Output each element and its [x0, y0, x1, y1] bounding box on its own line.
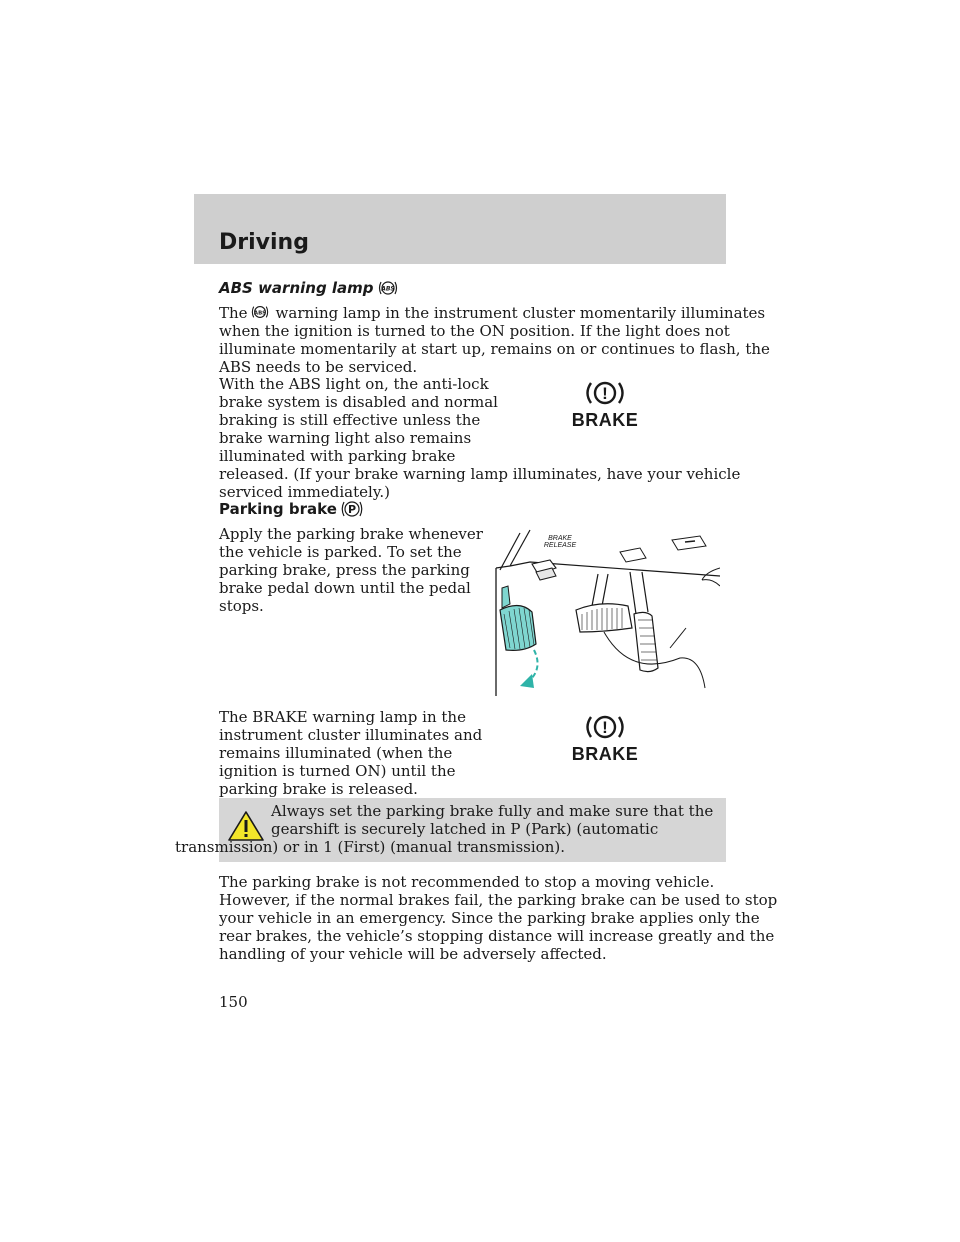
abs-icon-label: ABS [380, 285, 395, 293]
parking-para2-line: remains illuminated (when the [219, 744, 453, 762]
abs-para1-rest: warning lamp in the instrument cluster momentarily illuminates [275, 304, 766, 322]
parking-brake-pedal-illustration [490, 528, 720, 696]
abs-para2-line: brake system is disabled and normal [219, 393, 498, 411]
illustration-label-release: RELEASE [543, 542, 577, 549]
parking-para1-line: stops. [219, 597, 264, 615]
abs-para2-line: released. (If your brake warning lamp illuminates, have your vehicle [219, 465, 741, 483]
brake-symbol: ! [602, 384, 608, 403]
abs-paragraph-2 [219, 375, 740, 501]
abs-para1-line: when the ignition is turned to the ON position. If the light does not [219, 322, 730, 340]
abs-para1-line: illuminate momentarily at start up, remains on or continues to flash, the [219, 340, 770, 358]
warning-line: transmission) or in 1 (First) (manual transmission). [175, 838, 565, 856]
abs-heading-text: ABS warning lamp [219, 279, 374, 297]
warning-text [175, 802, 720, 856]
parking-paragraph-2 [219, 708, 482, 798]
brake-symbol: ! [602, 718, 608, 737]
abs-para2-line: brake warning light also remains [219, 429, 472, 447]
abs-para1-prefix: The [219, 304, 248, 322]
abs-para2-line: serviced immediately.) [219, 483, 390, 501]
closing-line: handling of your vehicle will be adversely affected. [219, 945, 607, 963]
brake-warning-lamp-2 [570, 712, 640, 765]
abs-para2-line: braking is still effective unless the [219, 411, 481, 429]
parking-brake-icon [341, 498, 363, 520]
abs-heading [219, 278, 398, 298]
abs-inline-icon [250, 303, 270, 321]
closing-paragraph [219, 873, 777, 963]
closing-line: your vehicle in an emergency. Since the parking brake applies only the [219, 909, 760, 927]
parking-para1-line: the vehicle is parked. To set the [219, 543, 462, 561]
abs-paragraph-1 [219, 303, 770, 376]
parking-para1-line: brake pedal down until the pedal [219, 579, 471, 597]
parking-heading-text: Parking brake [219, 500, 337, 518]
closing-line: However, if the normal brakes fail, the parking brake can be used to stop [219, 891, 778, 909]
abs-inline-icon-label: ABS [253, 310, 266, 317]
page-number: 150 [219, 993, 248, 1011]
parking-icon-label: P [347, 503, 356, 516]
parking-para2-line: parking brake is released. [219, 780, 418, 798]
section-title: Driving [219, 230, 309, 255]
brake-warning-icon [570, 378, 640, 408]
abs-para2-line: illuminated with parking brake [219, 447, 456, 465]
warning-box [175, 798, 726, 862]
brake-lamp-label: BRAKE [571, 744, 639, 764]
parking-brake-heading [219, 498, 363, 520]
warning-line: Always set the parking brake fully and make sure that the [271, 802, 714, 820]
illustration-label-brake: BRAKE [548, 535, 572, 542]
abs-para2-line: With the ABS light on, the anti-lock [219, 375, 489, 393]
parking-para1-line: Apply the parking brake whenever [219, 525, 483, 543]
brake-warning-lamp-1 [570, 378, 640, 431]
brake-lamp-label: BRAKE [571, 410, 639, 430]
parking-paragraph-1 [219, 525, 483, 615]
closing-line: The parking brake is not recommended to stop a moving vehicle. [219, 873, 715, 891]
abs-para1-line: ABS needs to be serviced. [219, 358, 418, 376]
parking-para2-line: The BRAKE warning lamp in the [219, 708, 466, 726]
parking-para2-line: ignition is turned ON) until the [219, 762, 456, 780]
brake-warning-icon [570, 712, 640, 742]
abs-icon [378, 278, 398, 298]
parking-para1-line: parking brake, press the parking [219, 561, 470, 579]
warning-line: gearshift is securely latched in P (Park) (automatic [271, 820, 659, 838]
parking-para2-line: instrument cluster illuminates and [219, 726, 483, 744]
closing-line: rear brakes, the vehicle’s stopping distance will increase greatly and the [219, 927, 775, 945]
